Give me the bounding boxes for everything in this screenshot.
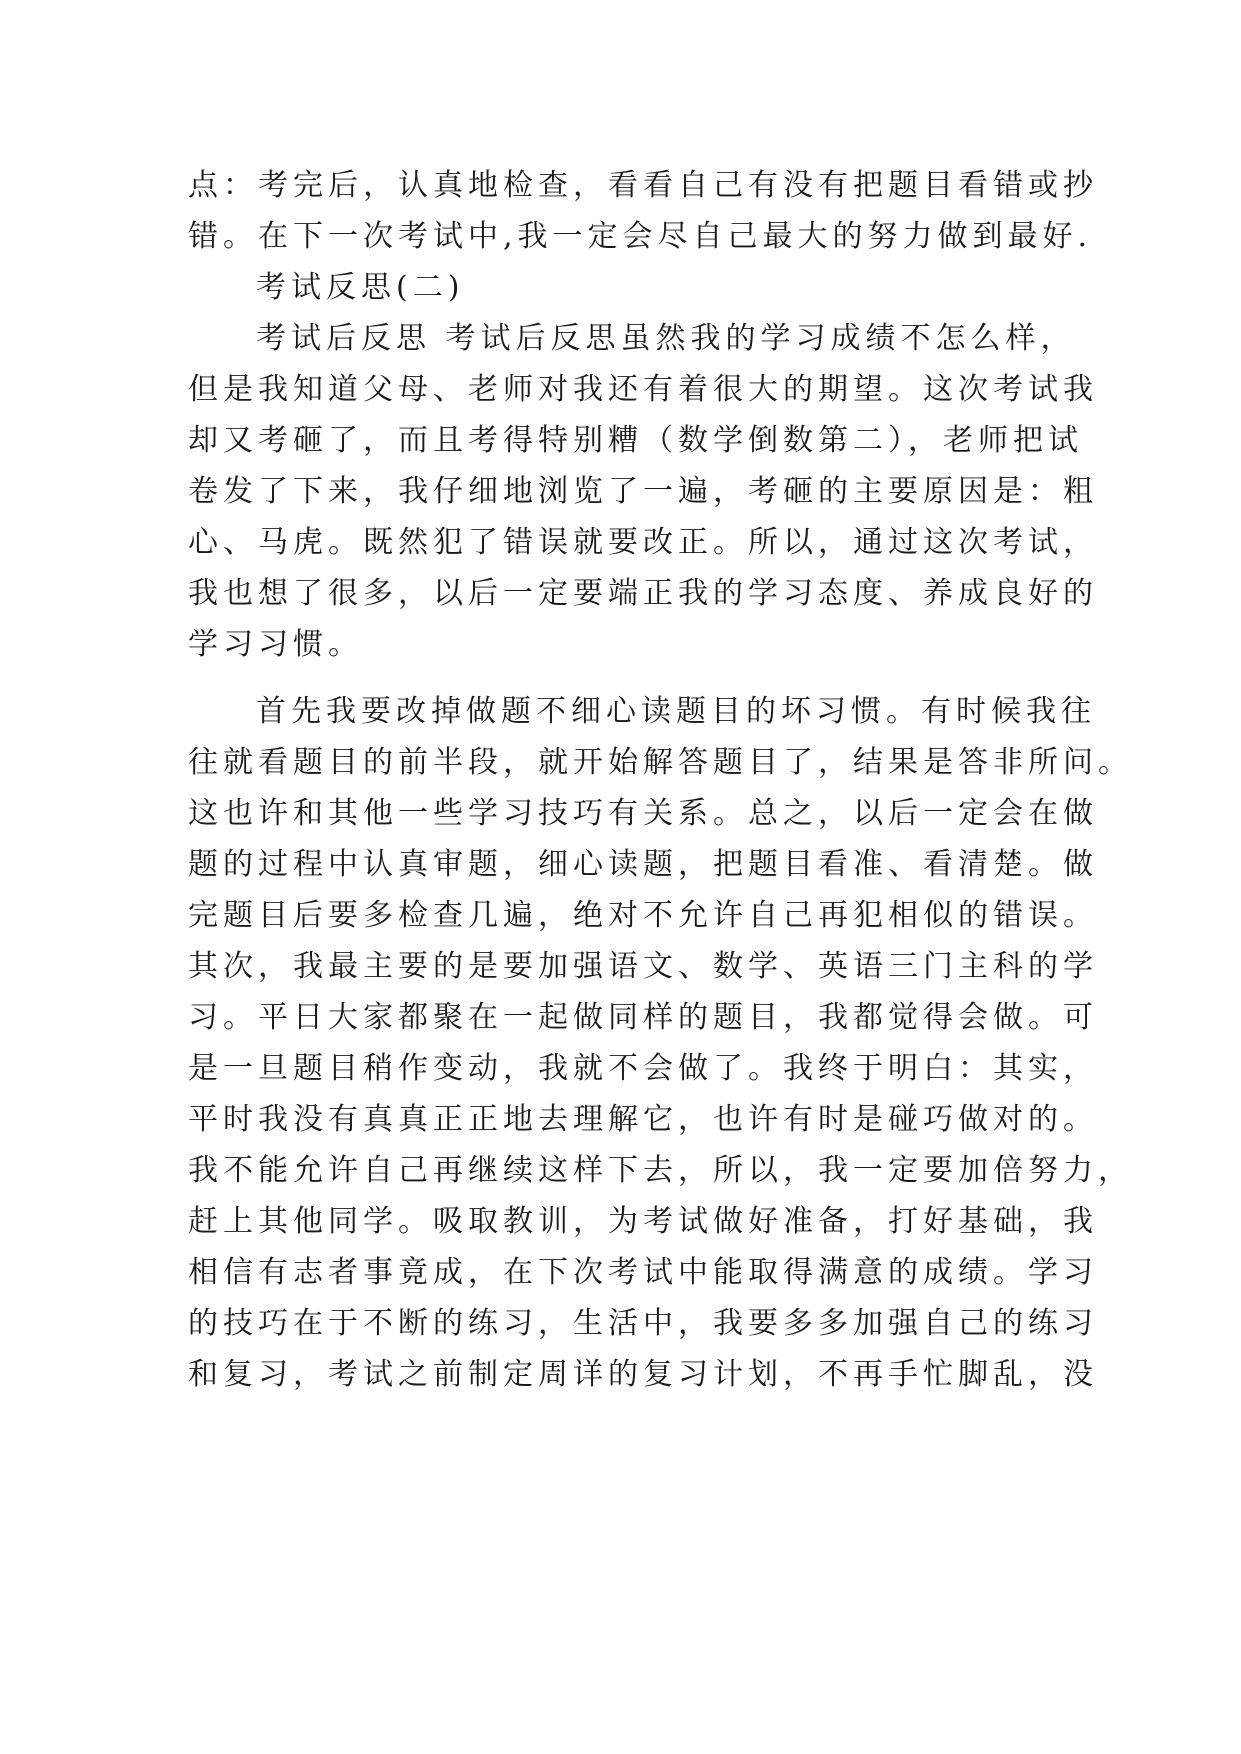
paragraph-line: 但是我知道父母、老师对我还有着很大的期望。这次考试我 <box>188 372 1098 407</box>
paragraph-line: 却又考砸了，而且考得特别糟（数学倒数第二），老师把试 <box>188 423 1083 458</box>
document-body <box>188 160 1133 1400</box>
paragraph-line: 其次，我最主要的是要加强语文、数学、英语三门主科的学 <box>188 949 1098 984</box>
paragraph-line: 和复习，考试之前制定周详的复习计划，不再手忙脚乱，没 <box>188 1357 1098 1392</box>
paragraph-line: 题的过程中认真审题，细心读题，把题目看准、看清楚。做 <box>188 847 1098 882</box>
paragraph-line: 考试后反思 考试后反思虽然我的学习成绩不怎么样， <box>256 321 1076 356</box>
paragraph-line: 卷发了下来，我仔细地浏览了一遍，考砸的主要原因是：粗 <box>188 474 1098 509</box>
paragraph-line: 的技巧在于不断的练习，生活中，我要多多加强自己的练习 <box>188 1306 1098 1341</box>
paragraph-line: 是一旦题目稍作变动，我就不会做了。我终于明白：其实， <box>188 1051 1098 1086</box>
paragraph-line: 这也许和其他一些学习技巧有关系。总之，以后一定会在做 <box>188 796 1098 831</box>
paragraph-line: 赶上其他同学。吸取教训，为考试做好准备，打好基础，我 <box>188 1204 1098 1239</box>
paragraph-line: 我也想了很多，以后一定要端正我的学习态度、养成良好的 <box>188 576 1098 611</box>
paragraph-line: 错。在下一次考试中,我一定会尽自己最大的努力做到最好. <box>188 219 1093 254</box>
section-heading: 考试反思(二) <box>256 270 465 305</box>
paragraph-line: 往就看题目的前半段，就开始解答题目了，结果是答非所问。 <box>188 745 1133 780</box>
paragraph-line: 完题目后要多检查几遍，绝对不允许自己再犯相似的错误。 <box>188 898 1098 933</box>
paragraph-gap <box>188 670 1058 686</box>
paragraph-line: 首先我要改掉做题不细心读题目的坏习惯。有时候我往 <box>256 694 1096 729</box>
paragraph-line: 我不能允许自己再继续这样下去，所以，我一定要加倍努力， <box>188 1153 1133 1188</box>
paragraph-line: 相信有志者事竟成，在下次考试中能取得满意的成绩。学习 <box>188 1255 1098 1290</box>
paragraph-line: 平时我没有真真正正地去理解它，也许有时是碰巧做对的。 <box>188 1102 1098 1137</box>
paragraph-line: 心、马虎。既然犯了错误就要改正。所以，通过这次考试， <box>188 525 1098 560</box>
paragraph-line: 点：考完后，认真地检查，看看自己有没有把题目看错或抄 <box>188 168 1098 203</box>
paragraph-line: 习。平日大家都聚在一起做同样的题目，我都觉得会做。可 <box>188 1000 1098 1035</box>
paragraph-line: 学习习惯。 <box>188 627 363 662</box>
